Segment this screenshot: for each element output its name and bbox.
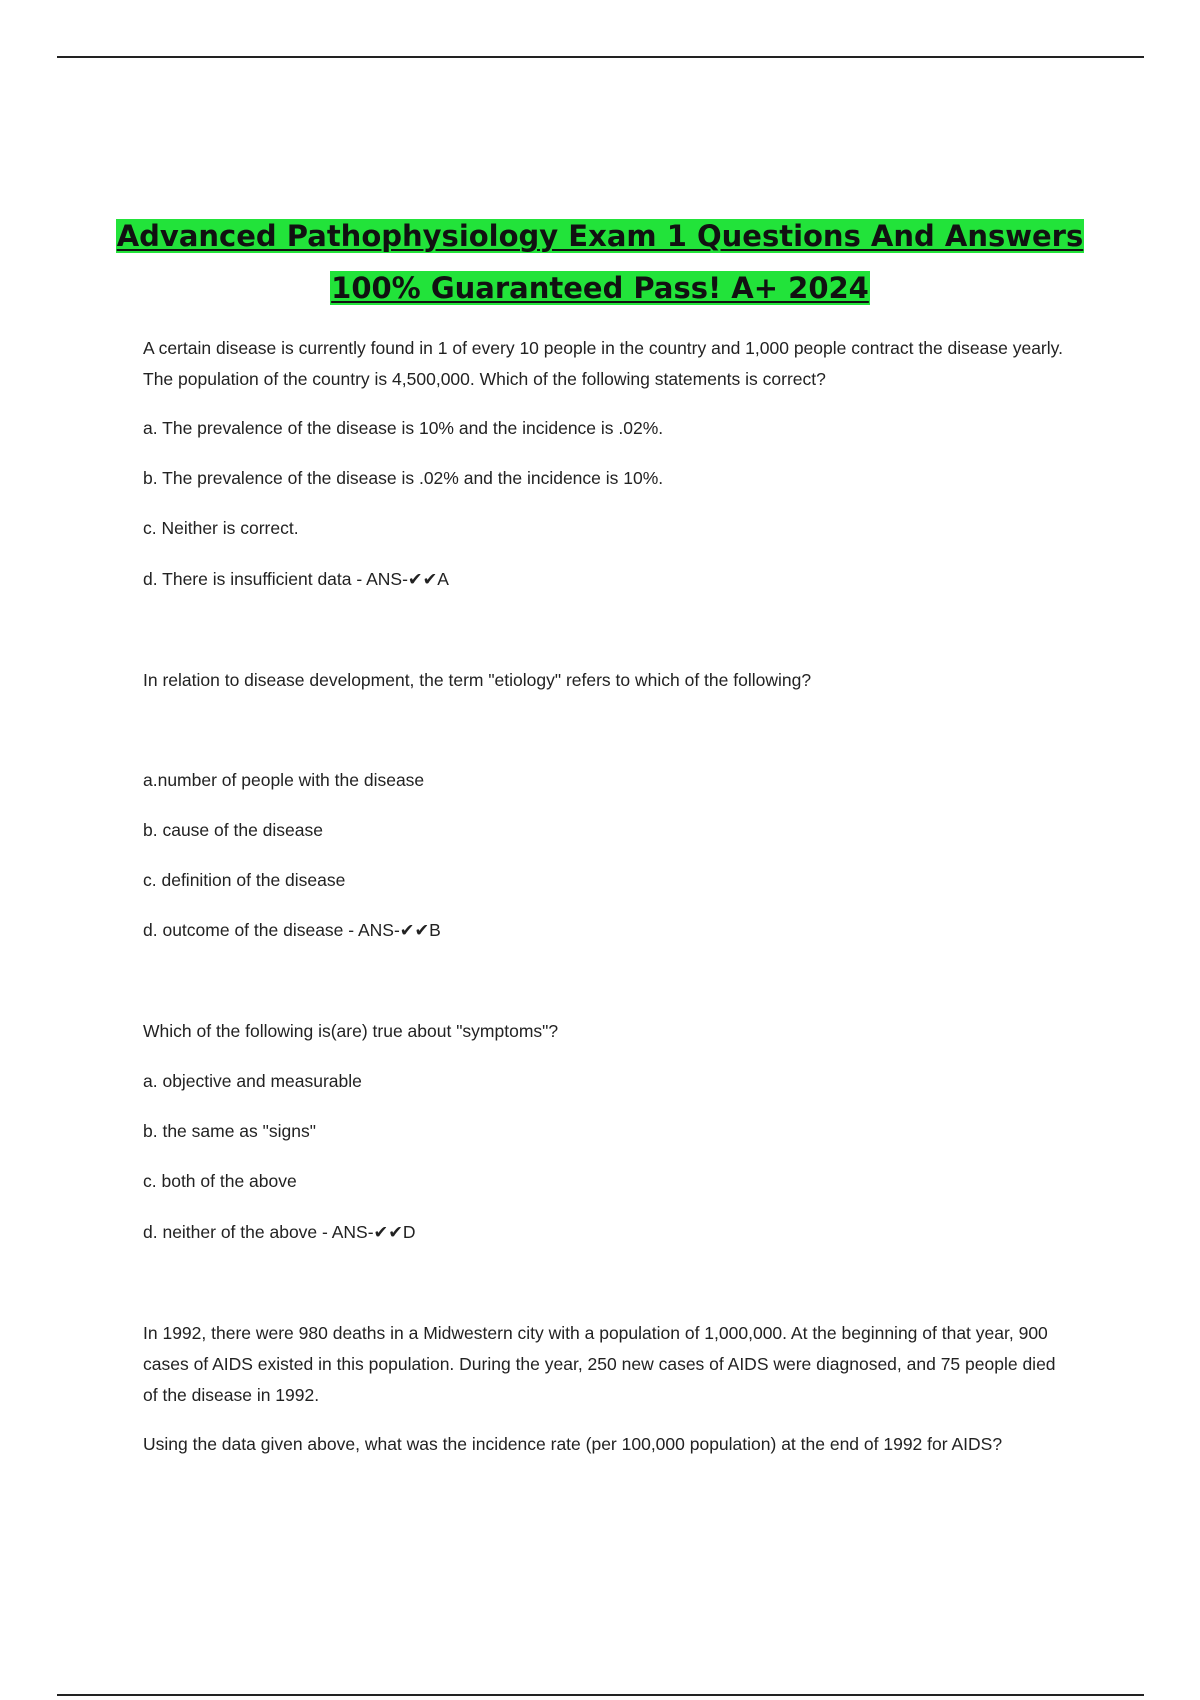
question-1-option-c: c. Neither is correct. (143, 518, 299, 538)
question-2-option-c: c. definition of the disease (143, 870, 346, 890)
question-2-option-a: a.number of people with the disease (143, 770, 425, 790)
question-2-stem: In relation to disease development, the term "etiology" refers to which of the following? (143, 670, 812, 690)
question-2-option-d: d. outcome of the disease - ANS-✔✔B (143, 920, 441, 940)
question-1-option-d: d. There is insufficient data - ANS-✔✔A (143, 569, 449, 589)
title-line-2: 100% Guaranteed Pass! A+ 2024 (331, 271, 869, 305)
question-3-stem: Which of the following is(are) true about "symptoms"? (143, 1021, 559, 1041)
question-4-question: Using the data given above, what was the incidence rate (per 100,000 population) at the end of 1992 for AIDS? (143, 1434, 1003, 1454)
question-3-option-b: b. the same as "signs" (143, 1121, 316, 1141)
question-3-option-a: a. objective and measurable (143, 1071, 362, 1091)
header-rule (57, 56, 1144, 58)
question-1-option-a: a. The prevalence of the disease is 10% and the incidence is .02%. (143, 418, 664, 438)
document-title (0, 210, 1200, 314)
question-3-option-c: c. both of the above (143, 1171, 297, 1191)
question-2-option-b: b. cause of the disease (143, 820, 323, 840)
question-3-option-d: d. neither of the above - ANS-✔✔D (143, 1222, 416, 1242)
question-1-option-b: b. The prevalence of the disease is .02% and the incidence is 10%. (143, 468, 664, 488)
question-4-stem: In 1992, there were 980 deaths in a Midwestern city with a population of 1,000,000. At the beginning of that year, 900 cases of AIDS existed in this population. During the year, 250 new cases of AIDS were diagnosed, and 75 people died of the disease in 1992. (143, 1323, 1056, 1405)
footer-rule (57, 1694, 1144, 1696)
title-line-1: Advanced Pathophysiology Exam 1 Questions And Answers (116, 219, 1084, 253)
question-1-stem: A certain disease is currently found in 1 of every 10 people in the country and 1,000 people contract the disease yearly. The population of the country is 4,500,000. Which of the following statements is correct? (143, 338, 1063, 389)
